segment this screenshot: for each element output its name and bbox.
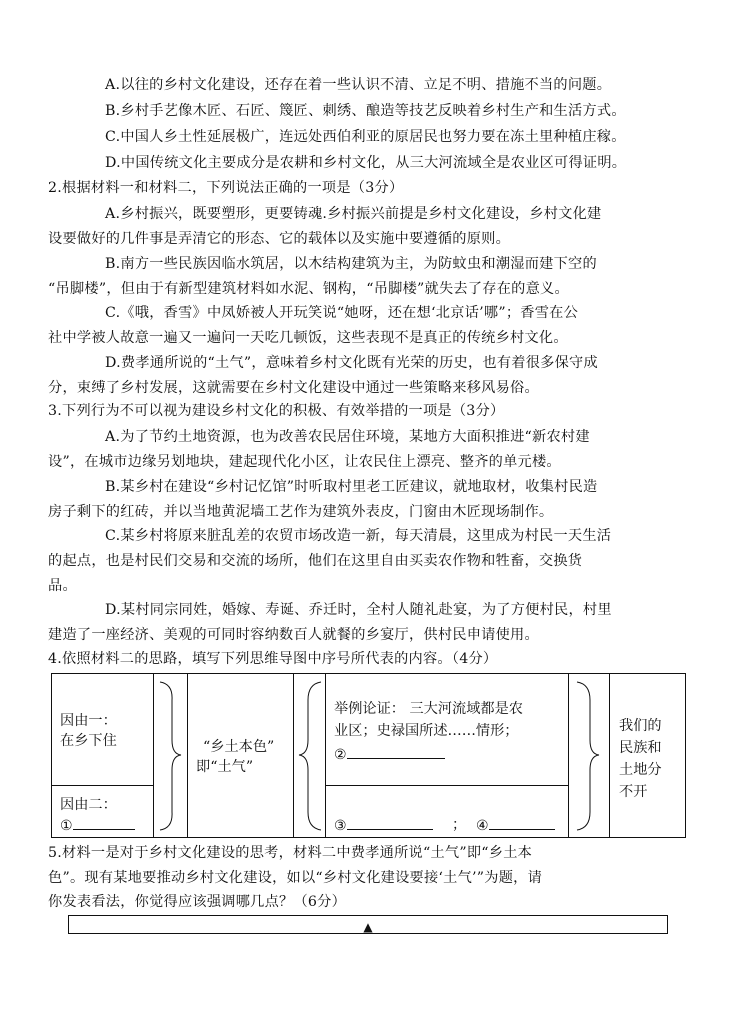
example-line1: 举例论证： 三大河流域都是农 bbox=[334, 701, 523, 717]
blank-4 bbox=[476, 815, 555, 836]
reason-one-label: 因由一： bbox=[60, 713, 117, 729]
example-line2: 业区；史禄国所述……情形； bbox=[334, 723, 519, 739]
q3-option-c-line2: 的起点，也是村民们交易和交流的场所，他们在这里自由买卖农作物和牲畜，交换货 bbox=[48, 553, 583, 569]
q2-option-c-line1: C.《哦，香雪》中凤娇被人开玩笑说“她呀，还在想‘北京话’哪”；香雪在公 bbox=[105, 305, 579, 321]
q3-option-c-line3: 品。 bbox=[48, 578, 77, 594]
q1-option-d: D.中国传统文化主要成分是农耕和乡村文化，从三大河流域全是农业区可得证明。 bbox=[105, 155, 627, 171]
q3-option-d-line1: D.某村同宗同姓，婚嫁、寿诞、乔迁时，全村人随礼赴宴，为了方便村民，村里 bbox=[105, 602, 612, 618]
conclusion-line4: 不开 bbox=[619, 784, 648, 800]
blank-1-marker: ① bbox=[60, 818, 73, 834]
blank-3-marker: ③ bbox=[334, 818, 347, 834]
q1-option-b: B.乡村手艺像木匠、石匠、篾匠、刺绣、酿造等技艺反映着乡村生产和生活方式。 bbox=[105, 103, 626, 119]
q3-option-a-line1: A.为了节约土地资源，也为改善农民居住环境，某地方大面积推进“新农村建 bbox=[105, 429, 590, 445]
q3-option-a-line2: 设”，在城市边缘另划地块，建起现代化小区，让农民住上漂亮、整齐的单元楼。 bbox=[48, 454, 561, 470]
blank-separator: ； bbox=[452, 817, 467, 833]
q3-option-b-line1: B.某乡村在建设“乡村记忆馆”时听取村里老工匠建议，就地取材，收集村民造 bbox=[105, 479, 598, 495]
q2-option-d-line2: 分，束缚了乡村发展，这就需要在乡村文化建设中通过一些策略来移风易俗。 bbox=[48, 380, 539, 396]
answer-triangle-marker: ▲ bbox=[363, 920, 373, 934]
q2-option-c-line2: 社中学被人故意一遍又一遍问一天吃几顿饭，这些表现不是真正的传统乡村文化。 bbox=[48, 330, 568, 346]
blank-3 bbox=[334, 815, 433, 836]
q4-stem: 4.依照材料二的思路，填写下列思维导图中序号所代表的内容。（4分） bbox=[48, 651, 498, 667]
answer-box[interactable] bbox=[68, 915, 668, 934]
center-concept-line1: “乡土本色” bbox=[203, 739, 275, 755]
q3-stem: 3.下列行为不可以视为建设乡村文化的积极、有效举措的一项是（3分） bbox=[48, 403, 505, 419]
q3-option-b-line2: 房子剩下的红砖，并以当地黄泥墙工艺作为建筑外表皮，门窗由木匠现场制作。 bbox=[48, 504, 554, 520]
blank-4-line bbox=[489, 815, 555, 830]
center-concept-line2: 即“土气” bbox=[196, 759, 254, 775]
q3-option-c-line1: C.某乡村将原来脏乱差的农贸市场改造一新，每天清晨，这里成为村民一天生活 bbox=[105, 528, 612, 544]
q3-option-d-line2: 建造了一座经济、美观的可同时容纳数百人就餐的乡宴厅，供村民申请使用。 bbox=[48, 627, 539, 643]
brace-mid bbox=[299, 682, 321, 830]
blank-1 bbox=[60, 815, 135, 836]
q2-option-a-line2: 设要做好的几件事是弄清它的形态、它的载体以及实施中要遵循的原则。 bbox=[48, 231, 511, 247]
blank-3-line bbox=[347, 815, 433, 830]
blank-2 bbox=[334, 744, 445, 765]
q5-stem-line3: 你发表看法，你觉得应该强调哪几点？（6分） bbox=[48, 894, 347, 910]
q1-option-a: A.以往的乡村文化建设，还存在着一些认识不清、立足不明、措施不当的问题。 bbox=[105, 77, 612, 93]
blank-2-marker: ② bbox=[334, 747, 347, 763]
reason-two-label: 因由二： bbox=[60, 797, 117, 813]
blank-2-line bbox=[347, 744, 445, 759]
q5-stem-line1: 5.材料一是对于乡村文化建设的思考，材料二中费孝通所说“土气”即“乡土本 bbox=[48, 845, 533, 861]
reason-one-text: 在乡下住 bbox=[60, 733, 117, 749]
conclusion-line2: 民族和 bbox=[619, 740, 662, 756]
q5-stem-line2: 色”。现有某地要推动乡村文化建设，如以“乡村文化建设要接‘土气’”为题，请 bbox=[48, 870, 543, 886]
blank-1-line bbox=[73, 815, 135, 830]
conclusion-line3: 土地分 bbox=[619, 762, 662, 778]
q2-option-b-line1: B.南方一些民族因临水筑居，以木结构建筑为主，为防蚊虫和潮湿而建下空的 bbox=[105, 256, 597, 272]
brace-left bbox=[160, 682, 181, 830]
q2-option-d-line1: D.费孝通所说的“土气”，意味着乡村文化既有光荣的历史，也有着很多保守成 bbox=[105, 355, 598, 371]
conclusion-line1: 我们的 bbox=[619, 718, 662, 734]
q2-option-a-line1: A.乡村振兴，既要塑形，更要铸魂.乡村振兴前提是乡村文化建设，乡村文化建 bbox=[105, 206, 602, 222]
blank-4-marker: ④ bbox=[476, 818, 489, 834]
q1-option-c: C.中国人乡土性延展极广，连远处西伯利亚的原居民也努力要在冻土里种植庄稼。 bbox=[105, 129, 626, 145]
q2-stem: 2.根据材料一和材料二，下列说法正确的一项是（3分） bbox=[48, 180, 404, 196]
q2-option-b-line2: “吊脚楼”，但由于有新型建筑材料如水泥、钢构，“吊脚楼”就失去了存在的意义。 bbox=[48, 281, 569, 297]
brace-right bbox=[577, 682, 599, 830]
